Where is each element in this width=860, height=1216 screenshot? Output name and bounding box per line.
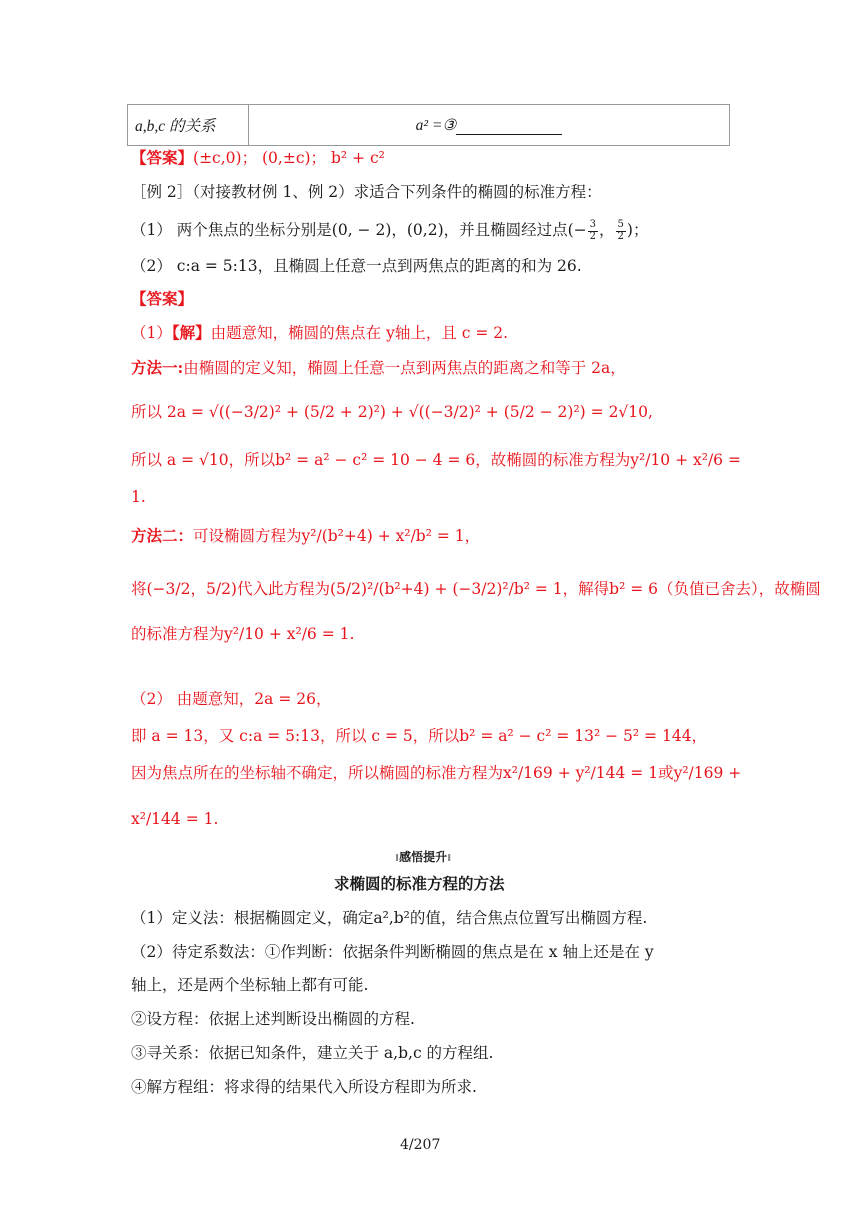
- q1-end: )；: [626, 221, 649, 239]
- relation-formula: a² =③: [415, 116, 457, 134]
- method1-line2: 所以 2a = √((−3/2)² + (5/2 + 2)²) + √((−3/2)² + (5/2 − 2)²) = 2√10,: [131, 403, 653, 421]
- answer-blank: [456, 120, 562, 135]
- part2-line4: x²/144 = 1.: [131, 810, 219, 828]
- example-title: ［例 2］（对接教材例 1、例 2）求适合下列条件的椭圆的标准方程：: [131, 183, 602, 201]
- q1-frac1-den: 2: [589, 230, 597, 242]
- relation-label-cell: [128, 105, 249, 146]
- method1-line3: 所以 a = √10，所以b² = a² − c² = 10 − 4 = 6，故椭圆的标准方程为y²/10 + x²/6 =: [131, 451, 741, 469]
- q1-frac1-num: 3: [589, 219, 597, 230]
- insight-item-2a: （2）待定系数法：①作判断：依据条件判断椭圆的焦点是在 x 轴上还是在 y: [131, 943, 654, 961]
- q1-fraction-1: [588, 220, 598, 242]
- method1-line4: 1.: [131, 488, 146, 506]
- answer2-tag: 【答案】: [131, 289, 194, 308]
- badge-left-mark: ı: [395, 850, 400, 864]
- answer-tag: 【答案】: [131, 148, 194, 167]
- page-number: 4/207: [400, 1137, 441, 1153]
- insight-badge-text: 感悟提升: [399, 850, 448, 864]
- solution-tag: 【解】: [171, 323, 211, 342]
- answer-line-1: [131, 150, 385, 167]
- relation-formula-cell: [249, 105, 730, 146]
- part2-line3: 因为焦点所在的坐标轴不确定，所以椭圆的标准方程为x²/169 + y²/144 = 1或y²/169 +: [131, 764, 742, 782]
- q1-sep: ，: [599, 221, 615, 239]
- part2-line1: （2） 由题意知，2a = 26，: [131, 690, 332, 708]
- insight-badge: [395, 851, 451, 863]
- example-q1: [131, 220, 648, 242]
- answer-text: (±c,0)； (0,±c)； b² + c²: [193, 149, 385, 167]
- insight-item-5: ④解方程组：将求得的结果代入所设方程即为所求.: [131, 1078, 477, 1096]
- method2-line1: [131, 528, 480, 545]
- q1-fraction-2: [616, 220, 626, 242]
- method2-line2: 将(−3/2，5/2)代入此方程为(5/2)²/(b²+4) + (−3/2)²/b² = 1，解得b² = 6（负值已舍去），故椭圆: [131, 580, 821, 598]
- method1-title: 方法一:: [131, 358, 184, 377]
- insight-item-3: ②设方程：依据上述判断设出椭圆的方程.: [131, 1010, 415, 1028]
- badge-right-mark: ı: [447, 850, 452, 864]
- insight-item-2b: 轴上，还是两个坐标轴上都有可能.: [131, 976, 369, 994]
- q1-frac2-num: 5: [617, 219, 624, 230]
- example-q2: （2） c:a = 5:13，且椭圆上任意一点到两焦点的距离的和为 26.: [131, 257, 582, 275]
- answer2-part1: [131, 325, 508, 342]
- method2-line3: 的标准方程为y²/10 + x²/6 = 1.: [131, 625, 355, 643]
- q1-frac2-den: 2: [617, 230, 624, 242]
- insight-item-4: ③寻关系：依据已知条件，建立关于 a,b,c 的方程组.: [131, 1044, 494, 1062]
- relation-table: [127, 104, 730, 146]
- relation-label: a,b,c 的关系: [135, 118, 216, 135]
- part1-text: 由题意知，椭圆的焦点在 y轴上，且 c = 2.: [210, 324, 509, 342]
- part1-prefix: （1）: [131, 324, 172, 342]
- method2-title: 方法二：: [131, 526, 194, 545]
- method1-line1: [131, 360, 626, 377]
- method1-text: 由椭圆的定义知，椭圆上任意一点到两焦点的距离之和等于 2a，: [183, 359, 626, 377]
- method2-text: 可设椭圆方程为y²/(b²+4) + x²/b² = 1，: [193, 527, 481, 545]
- q1-text: （1） 两个焦点的坐标分别是(0, − 2)，(0,2)，并且椭圆经过点(−: [131, 221, 587, 239]
- part2-line2: 即 a = 13，又 c:a = 5:13，所以 c = 5，所以b² = a² − c² = 13² − 5² = 144，: [131, 727, 708, 745]
- insight-item-1: （1）定义法：根据椭圆定义，确定a²,b²的值，结合焦点位置写出椭圆方程.: [131, 909, 648, 927]
- insight-title: 求椭圆的标准方程的方法: [334, 875, 505, 893]
